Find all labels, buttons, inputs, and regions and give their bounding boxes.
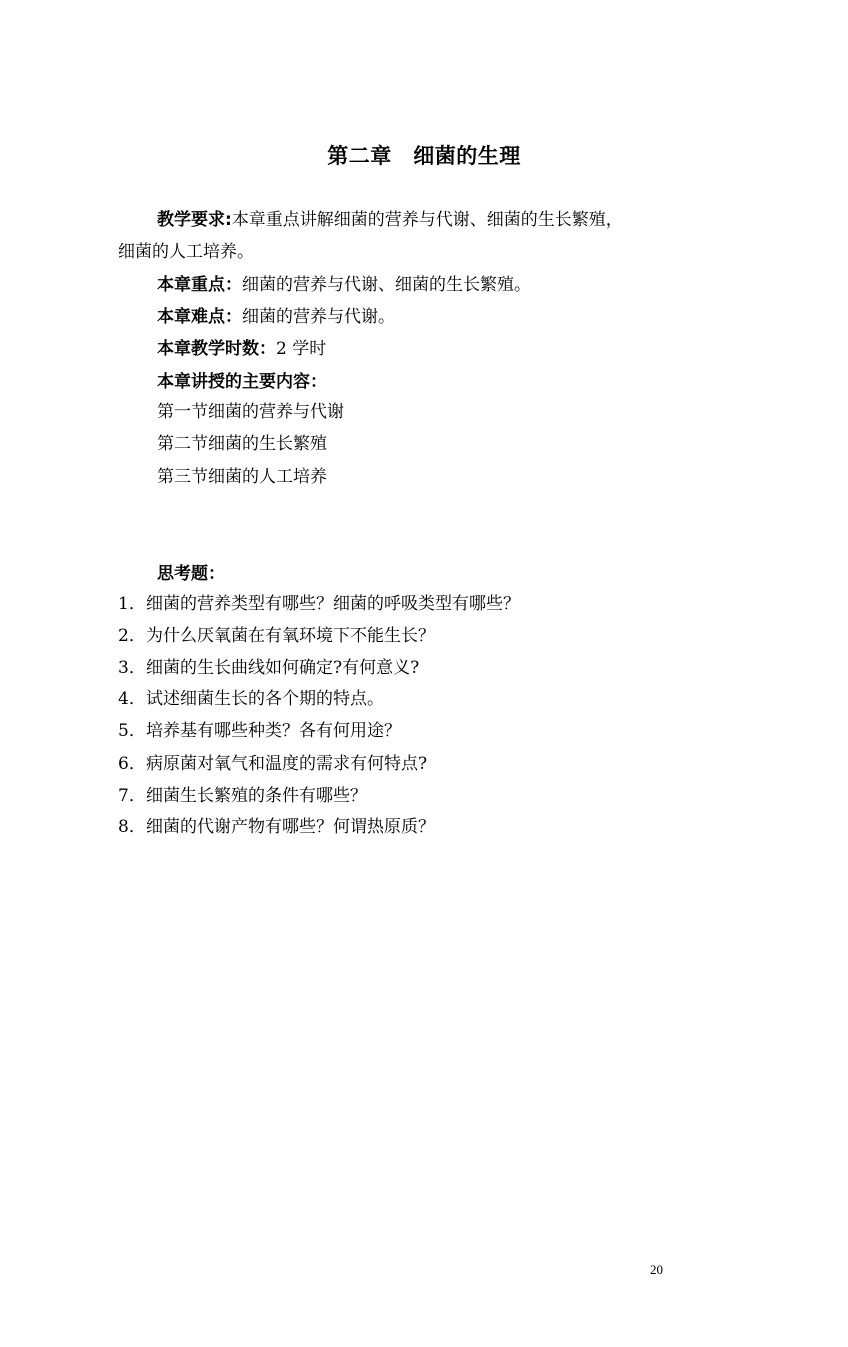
question-number: 2． [118,626,146,646]
section-item: 第二节细菌的生长繁殖 [157,434,327,454]
question-text: 细菌的生长曲线如何确定?有何意义? [146,658,420,678]
question-number: 5． [118,721,146,741]
requirements-line-2: 细菌的人工培养。 [118,242,254,262]
key-points-line [157,273,531,297]
hours-line [157,337,326,361]
question-number: 3． [118,658,146,678]
difficult-points-label: 本章难点： [157,307,242,327]
requirements-line-1 [157,208,623,232]
question-item [118,784,367,808]
question-text: 为什么厌氧菌在有氧环境下不能生长？ [146,626,435,646]
page-number: 20 [650,1262,663,1277]
question-text: 细菌的代谢产物有哪些？何谓热原质？ [146,817,435,837]
question-text: 细菌的营养类型有哪些？细菌的呼吸类型有哪些？ [146,594,520,614]
chapter-title: 第二章 细菌的生理 [327,144,521,168]
difficult-points-line [157,305,395,329]
question-number: 8． [118,817,146,837]
question-item [118,624,435,648]
question-item [118,592,520,616]
question-number: 4． [118,689,146,709]
requirements-label: 教学要求 [157,210,225,230]
section-item: 第一节细菌的营养与代谢 [157,402,344,422]
question-item [118,687,384,711]
key-points-label: 本章重点： [157,275,242,295]
questions-heading: 思考题： [157,564,225,584]
question-item [118,656,419,680]
question-item [118,815,435,839]
question-item [118,719,401,743]
question-item [118,752,427,776]
question-text: 细菌生长繁殖的条件有哪些？ [146,786,367,806]
question-text: 病原菌对氧气和温度的需求有何特点? [146,754,428,774]
question-text: 培养基有哪些种类？各有何用途？ [146,721,401,741]
key-points-text: 细菌的营养与代谢、细菌的生长繁殖。 [242,275,531,295]
question-number: 6． [118,754,146,774]
section-item: 第三节细菌的人工培养 [157,467,327,487]
question-text: 试述细菌生长的各个期的特点。 [146,689,384,709]
hours-text: 2 学时 [276,339,327,359]
content-heading: 本章讲授的主要内容： [157,372,327,392]
requirements-text-1: 本章重点讲解细菌的营养与代谢、细菌的生长繁殖， [231,210,623,230]
question-number: 1． [118,594,146,614]
difficult-points-text: 细菌的营养与代谢。 [242,307,395,327]
requirements-separator: : [225,210,232,230]
hours-label: 本章教学时数： [157,339,276,359]
question-number: 7． [118,786,146,806]
